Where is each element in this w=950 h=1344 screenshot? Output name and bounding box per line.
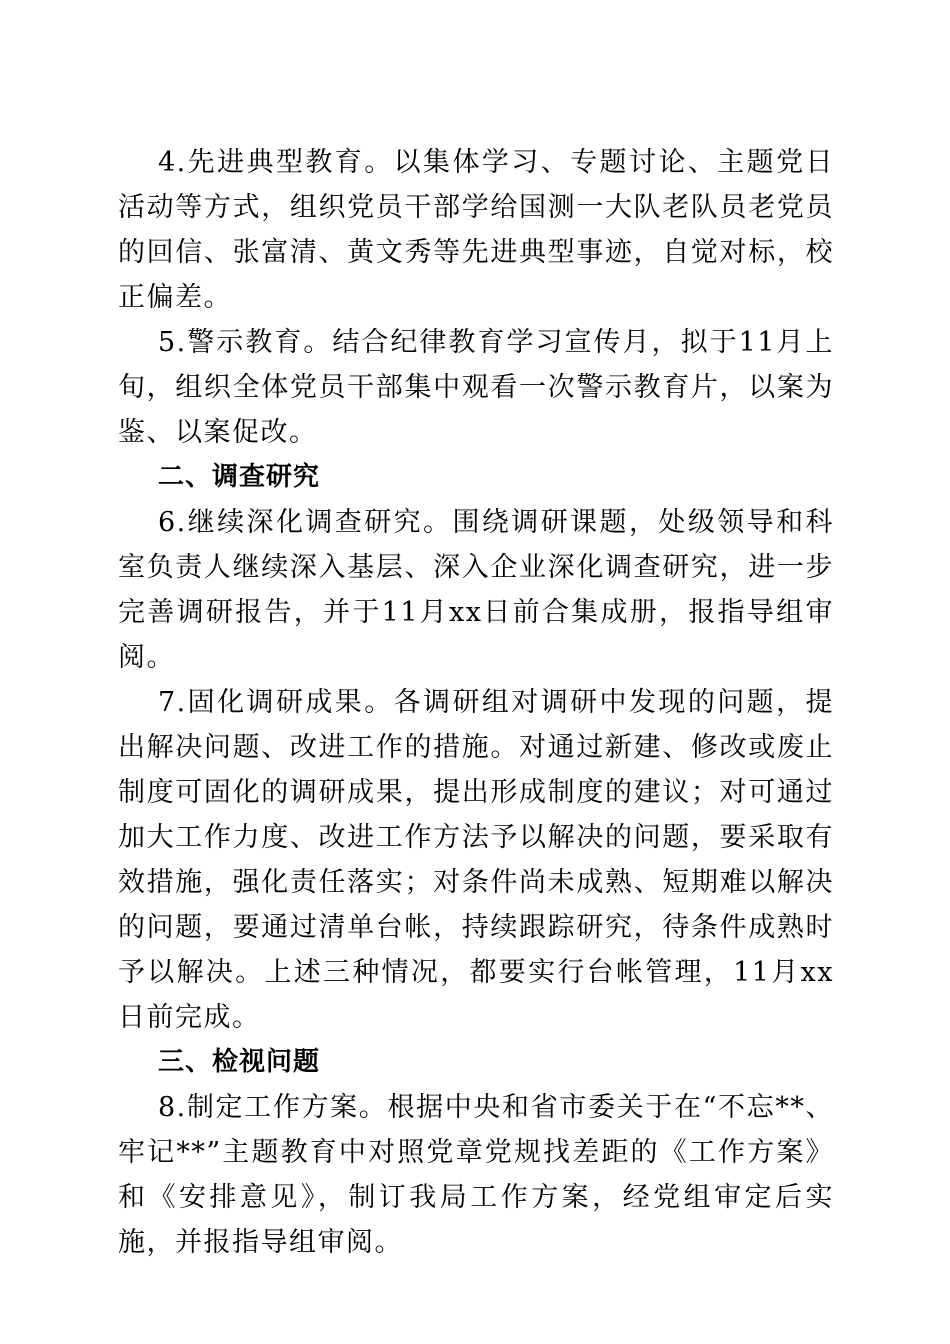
section-heading-review-problems: 三、检视问题 (158, 1047, 321, 1077)
paragraph-work-plan: 8.制定工作方案。根据中央和省市委关于在“不忘**、牢记**”主题教育中对照党章党规找差距的《工作方案》和《安排意见》，制订我局工作方案，经党组审定后实施，并报指导组审阅。 (118, 1092, 834, 1258)
paragraph-deepen-research: 6.继续深化调查研究。围绕调研课题，处级领导和科室负责人继续深入基层、深入企业深化调查研究，进一步完善调研报告，并于11月xx日前合集成册，报指导组审阅。 (118, 507, 834, 673)
paragraph-warning-education: 5.警示教育。结合纪律教育学习宣传月，拟于11月上旬，组织全体党员干部集中观看一次警示教育片，以案为鉴、以案促改。 (118, 327, 834, 448)
paragraph-consolidate-results: 7.固化调研成果。各调研组对调研中发现的问题，提出解决问题、改进工作的措施。对通过新建、修改或废止制度可固化的调研成果，提出形成制度的建议；对可通过加大工作力度、改进工作方法予以解决的问题，要采取有效措施，强化责任落实；对条件尚未成熟、短期难以解决的问题，要通过清单台帐，持续跟踪研究，待条件成熟时予以解决。上述三种情况，都要实行台帐管理，11月xx日前完成。 (118, 687, 834, 1033)
section-heading-research: 二、调查研究 (158, 462, 321, 492)
document-page (118, 140, 834, 1265)
paragraph-advanced-models: 4.先进典型教育。以集体学习、专题讨论、主题党日活动等方式，组织党员干部学给国测一大队老队员老党员的回信、张富清、黄文秀等先进典型事迹，自觉对标，校正偏差。 (118, 147, 834, 313)
